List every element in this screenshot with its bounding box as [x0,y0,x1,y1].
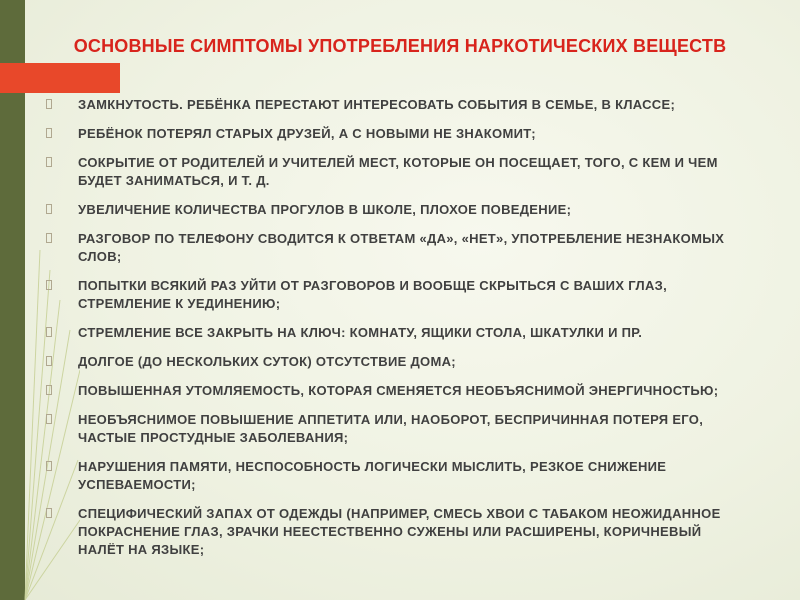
list-item-text: ПОВЫШЕННАЯ УТОМЛЯЕМОСТЬ, КОТОРАЯ СМЕНЯЕТСЯ НЕОБЪЯСНИМОЙ ЭНЕРГИЧНОСТЬЮ; [78,383,719,398]
list-item-text: РЕБЁНОК ПОТЕРЯЛ СТАРЫХ ДРУЗЕЙ, А С НОВЫМИ НЕ ЗНАКОМИТ; [78,126,536,141]
list-item-text: УВЕЛИЧЕНИЕ КОЛИЧЕСТВА ПРОГУЛОВ В ШКОЛЕ, ПЛОХОЕ ПОВЕДЕНИЕ; [78,202,572,217]
list-item-text: НЕОБЪЯСНИМОЕ ПОВЫШЕНИЕ АППЕТИТА ИЛИ, НАОБОРОТ, БЕСПРИЧИННАЯ ПОТЕРЯ ЕГО, ЧАСТЫЕ ПРОСТУДНЫЕ ЗАБОЛЕВАНИЯ; [78,412,704,445]
bullet-icon [46,461,52,471]
bullet-icon [46,233,52,243]
list-item [46,458,746,494]
bullet-icon [46,128,52,138]
list-item [46,154,746,190]
list-item [46,353,746,371]
list-item-text: СПЕЦИФИЧЕСКИЙ ЗАПАХ ОТ ОДЕЖДЫ (НАПРИМЕР, СМЕСЬ ХВОИ С ТАБАКОМ НЕОЖИДАННОЕ ПОКРАСНЕНИЕ ГЛАЗ, ЗРАЧКИ НЕЕСТЕСТВЕННО СУЖЕНЫ ИЛИ РАСШИРЕНЫ, КОРИЧНЕВЫЙ НАЛЁТ НА ЯЗЫКЕ; [78,506,721,557]
list-item-text: НАРУШЕНИЯ ПАМЯТИ, НЕСПОСОБНОСТЬ ЛОГИЧЕСКИ МЫСЛИТЬ, РЕЗКОЕ СНИЖЕНИЕ УСПЕВАЕМОСТИ; [78,459,667,492]
page-title: ОСНОВНЫЕ СИМПТОМЫ УПОТРЕБЛЕНИЯ НАРКОТИЧЕСКИХ ВЕЩЕСТВ [73,36,727,56]
symptom-list [46,96,746,570]
list-item [46,324,746,342]
list-item-text: ЗАМКНУТОСТЬ. РЕБЁНКА ПЕРЕСТАЮТ ИНТЕРЕСОВАТЬ СОБЫТИЯ В СЕМЬЕ, В КЛАССЕ; [78,97,676,112]
bullet-icon [46,157,52,167]
list-item-text: ПОПЫТКИ ВСЯКИЙ РАЗ УЙТИ ОТ РАЗГОВОРОВ И ВООБЩЕ СКРЫТЬСЯ С ВАШИХ ГЛАЗ, СТРЕМЛЕНИЕ К УЕДИНЕНИЮ; [78,278,668,311]
list-item [46,411,746,447]
bullet-icon [46,280,52,290]
list-item [46,505,746,559]
list-item [46,277,746,313]
list-item [46,96,746,114]
bullet-icon [46,356,52,366]
list-item [46,230,746,266]
list-item [46,382,746,400]
list-item-text: СОКРЫТИЕ ОТ РОДИТЕЛЕЙ И УЧИТЕЛЕЙ МЕСТ, КОТОРЫЕ ОН ПОСЕЩАЕТ, ТОГО, С КЕМ И ЧЕМ БУДЕТ ЗАНИМАТЬСЯ, И Т. Д. [78,155,718,188]
list-item-text: ДОЛГОЕ (ДО НЕСКОЛЬКИХ СУТОК) ОТСУТСТВИЕ ДОМА; [78,354,456,369]
bullet-icon [46,385,52,395]
bullet-icon [46,204,52,214]
list-item [46,201,746,219]
bullet-icon [46,327,52,337]
list-item-text: СТРЕМЛЕНИЕ ВСЕ ЗАКРЫТЬ НА КЛЮЧ: КОМНАТУ, ЯЩИКИ СТОЛА, ШКАТУЛКИ И ПР. [78,325,643,340]
bullet-icon [46,99,52,109]
bullet-icon [46,508,52,518]
title-accent-bar [0,63,120,93]
list-item [46,125,746,143]
list-item-text: РАЗГОВОР ПО ТЕЛЕФОНУ СВОДИТСЯ К ОТВЕТАМ «ДА», «НЕТ», УПОТРЕБЛЕНИЕ НЕЗНАКОМЫХ СЛОВ; [78,231,725,264]
bullet-icon [46,414,52,424]
